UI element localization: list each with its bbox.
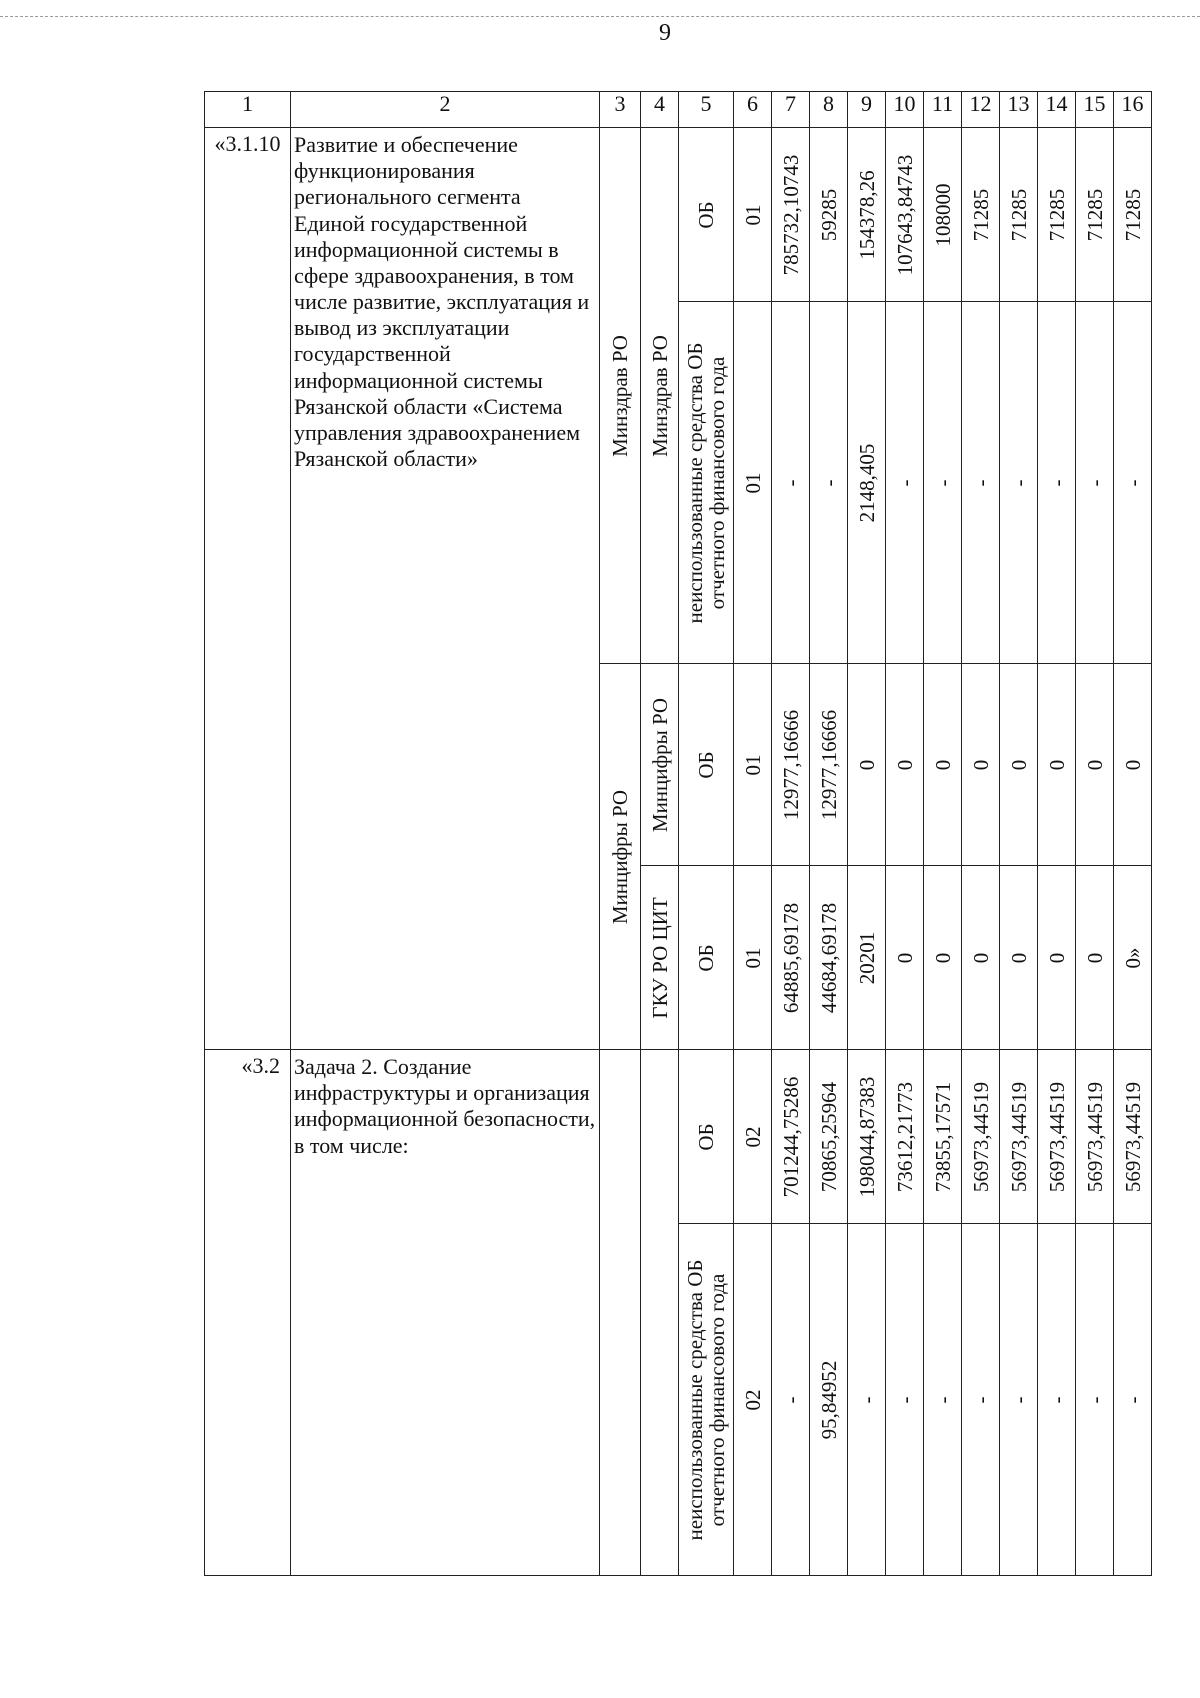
- source-cell: неиспользованные средства ОБ отчетного финансового года: [679, 1224, 734, 1576]
- header-cell: 8: [810, 92, 848, 128]
- header-cell: 3: [600, 92, 641, 128]
- table-row: [205, 1050, 1152, 1224]
- code-cell: 02: [734, 1050, 772, 1224]
- value-cell: 70865,25964: [810, 1050, 848, 1224]
- value-cell: -: [924, 302, 962, 664]
- value-cell: 56973,44519: [962, 1050, 1000, 1224]
- value-cell: 73855,17571: [924, 1050, 962, 1224]
- source-cell: ОБ: [679, 1050, 734, 1224]
- value-cell: -: [924, 1224, 962, 1576]
- value-cell: 0: [1038, 866, 1076, 1050]
- value-cell: 56973,44519: [1114, 1050, 1152, 1224]
- value-cell: 785732,10743: [772, 128, 810, 302]
- value-cell: -: [962, 302, 1000, 664]
- source-cell: ОБ: [679, 866, 734, 1050]
- header-cell: 14: [1038, 92, 1076, 128]
- value-cell: 73612,21773: [886, 1050, 924, 1224]
- value-cell: -: [886, 302, 924, 664]
- value-cell: -: [772, 302, 810, 664]
- col3-cell: [600, 1050, 641, 1576]
- source-cell: ОБ: [679, 128, 734, 302]
- value-cell: 198044,87383: [848, 1050, 886, 1224]
- value-cell: 0: [886, 664, 924, 866]
- value-cell: 0: [962, 866, 1000, 1050]
- col4-cell: Минздрав РО: [641, 128, 679, 664]
- value-cell: 71285: [962, 128, 1000, 302]
- top-scan-line: [0, 16, 1200, 17]
- header-cell: 11: [924, 92, 962, 128]
- value-cell: -: [962, 1224, 1000, 1576]
- value-cell: 0: [1000, 866, 1038, 1050]
- value-cell: 59285: [810, 128, 848, 302]
- value-cell: 0: [924, 664, 962, 866]
- row-description: Развитие и обеспечение функционирования регионального сегмента Единой государственной информационной системы в сфере здравоохранения, в том числе развитие, эксплуатация и вывод из эксплуатации государственной информационной системы Рязанской области «Система управления здравоохранением Рязанской области»: [291, 128, 600, 1050]
- value-cell: 71285: [1000, 128, 1038, 302]
- value-cell: 44684,69178: [810, 866, 848, 1050]
- value-cell: -: [810, 302, 848, 664]
- col3-cell: Минздрав РО: [600, 128, 641, 664]
- value-cell: 0»: [1114, 866, 1152, 1050]
- value-cell: 71285: [1114, 128, 1152, 302]
- value-cell: 12977,16666: [810, 664, 848, 866]
- value-cell: 0: [1076, 664, 1114, 866]
- budget-table: [204, 91, 1152, 1576]
- row-id: «3.1.10: [205, 128, 291, 1050]
- value-cell: 0: [1038, 664, 1076, 866]
- value-cell: 95,84952: [810, 1224, 848, 1576]
- value-cell: -: [1000, 1224, 1038, 1576]
- header-cell: 4: [641, 92, 679, 128]
- value-cell: -: [1000, 302, 1038, 664]
- value-cell: -: [1076, 1224, 1114, 1576]
- value-cell: -: [1038, 1224, 1076, 1576]
- value-cell: -: [886, 1224, 924, 1576]
- header-cell: 5: [679, 92, 734, 128]
- row-description: Задача 2. Создание инфраструктуры и организация информационной безопасности, в том числе:: [291, 1050, 600, 1576]
- row-id: «3.2: [205, 1050, 291, 1576]
- value-cell: 0: [1076, 866, 1114, 1050]
- value-cell: -: [1114, 302, 1152, 664]
- value-cell: 71285: [1038, 128, 1076, 302]
- header-cell: 13: [1000, 92, 1038, 128]
- table-row: [205, 128, 1152, 302]
- source-cell: ОБ: [679, 664, 734, 866]
- code-cell: 01: [734, 302, 772, 664]
- value-cell: 108000: [924, 128, 962, 302]
- value-cell: -: [1076, 302, 1114, 664]
- value-cell: 107643,84743: [886, 128, 924, 302]
- header-cell: 1: [205, 92, 291, 128]
- header-cell: 7: [772, 92, 810, 128]
- value-cell: 0: [1000, 664, 1038, 866]
- value-cell: -: [772, 1224, 810, 1576]
- header-cell: 9: [848, 92, 886, 128]
- value-cell: 56973,44519: [1038, 1050, 1076, 1224]
- value-cell: -: [848, 1224, 886, 1576]
- value-cell: 2148,405: [848, 302, 886, 664]
- code-cell: 02: [734, 1224, 772, 1576]
- value-cell: 71285: [1076, 128, 1114, 302]
- code-cell: 01: [734, 128, 772, 302]
- value-cell: 56973,44519: [1000, 1050, 1038, 1224]
- header-cell: 6: [734, 92, 772, 128]
- value-cell: 0: [1114, 664, 1152, 866]
- source-cell: неиспользованные средства ОБ отчетного финансового года: [679, 302, 734, 664]
- col4-cell: ГКУ РО ЦИТ: [641, 866, 679, 1050]
- header-cell: 12: [962, 92, 1000, 128]
- col4-cell: [641, 1050, 679, 1576]
- value-cell: -: [1038, 302, 1076, 664]
- value-cell: -: [1114, 1224, 1152, 1576]
- col3-cell: Минцифры РО: [600, 664, 641, 1050]
- value-cell: 0: [886, 866, 924, 1050]
- value-cell: 701244,75286: [772, 1050, 810, 1224]
- value-cell: 12977,16666: [772, 664, 810, 866]
- code-cell: 01: [734, 866, 772, 1050]
- header-cell: 2: [291, 92, 600, 128]
- value-cell: 0: [962, 664, 1000, 866]
- value-cell: 0: [848, 664, 886, 866]
- value-cell: 154378,26: [848, 128, 886, 302]
- header-cell: 15: [1076, 92, 1114, 128]
- col4-cell: Минцифры РО: [641, 664, 679, 866]
- header-row: [205, 92, 1152, 128]
- code-cell: 01: [734, 664, 772, 866]
- header-cell: 16: [1114, 92, 1152, 128]
- page-number: 9: [659, 20, 671, 46]
- header-cell: 10: [886, 92, 924, 128]
- value-cell: 56973,44519: [1076, 1050, 1114, 1224]
- value-cell: 64885,69178: [772, 866, 810, 1050]
- value-cell: 20201: [848, 866, 886, 1050]
- value-cell: 0: [924, 866, 962, 1050]
